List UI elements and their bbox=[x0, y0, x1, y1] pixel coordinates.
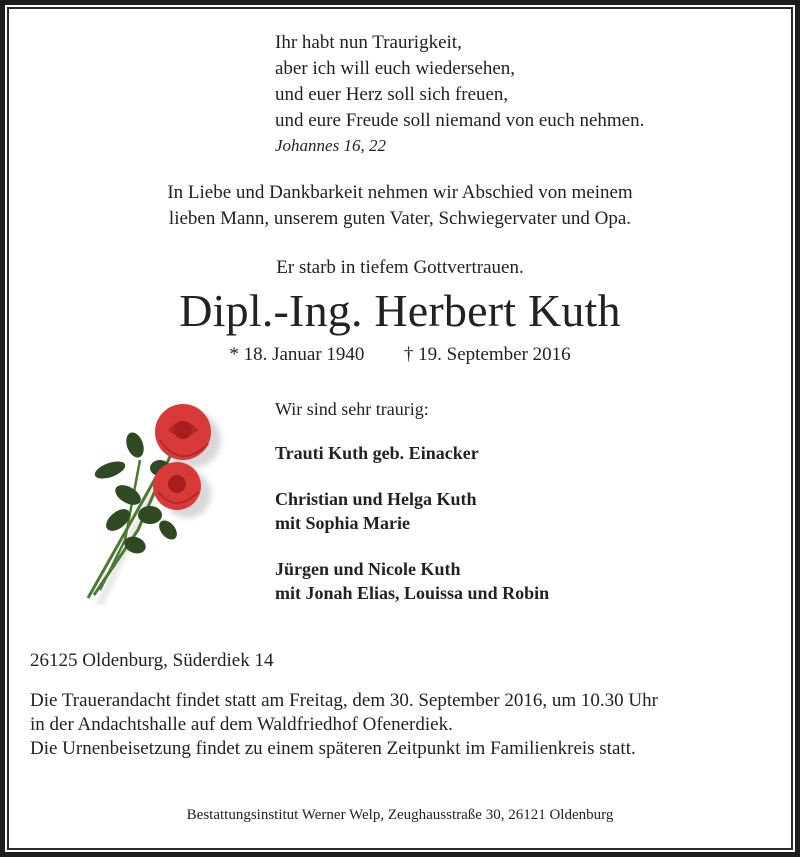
intro-line: In Liebe und Dankbarkeit nehmen wir Abschied von meinem bbox=[167, 182, 633, 203]
mourners-label: Wir sind sehr traurig: bbox=[275, 399, 429, 419]
address: 26125 Oldenburg, Süderdiek 14 bbox=[30, 650, 274, 671]
notice-line: in der Andachtshalle auf dem Waldfriedhof Ofenerdiek. bbox=[30, 714, 453, 735]
life-dates bbox=[0, 343, 800, 367]
intro-line: lieben Mann, unserem guten Vater, Schwiegervater und Opa. bbox=[168, 208, 632, 229]
mourner-line: Jürgen und Nicole Kuth bbox=[275, 559, 461, 579]
intro-text bbox=[0, 180, 800, 232]
deceased-name: Dipl.-Ing. Herbert Kuth bbox=[179, 285, 621, 336]
mourner-line: mit Sophia Marie bbox=[275, 513, 410, 533]
rose-icon bbox=[80, 400, 230, 605]
verse-line: und euer Herz soll sich freuen, bbox=[275, 84, 509, 105]
notice-line: Die Urnenbeisetzung findet zu einem späteren Zeitpunkt im Familienkreis statt. bbox=[30, 738, 636, 759]
verse-line: Ihr habt nun Traurigkeit, bbox=[275, 32, 462, 53]
undertaker-info: Bestattungsinstitut Werner Welp, Zeughausstraße 30, 26121 Oldenburg bbox=[186, 807, 614, 823]
notice-line: Die Trauerandacht findet statt am Freitag, dem 30. September 2016, um 10.30 Uhr bbox=[30, 690, 658, 711]
mourner-line: Christian und Helga Kuth bbox=[275, 489, 477, 509]
verse-line: und eure Freude soll niemand von euch nehmen. bbox=[275, 110, 645, 131]
verse-line: aber ich will euch wiedersehen, bbox=[275, 58, 516, 79]
mourner-line: mit Jonah Elias, Louissa und Robin bbox=[275, 583, 550, 603]
service-notice bbox=[30, 689, 658, 761]
bible-verse bbox=[275, 30, 644, 134]
mourner-line: Trauti Kuth geb. Einacker bbox=[275, 443, 479, 463]
birth-date: * 18. Januar 1940 bbox=[229, 344, 365, 365]
died-statement: Er starb in tiefem Gottvertrauen. bbox=[276, 257, 524, 278]
verse-reference: Johannes 16, 22 bbox=[275, 136, 386, 155]
death-date: † 19. September 2016 bbox=[403, 344, 571, 365]
